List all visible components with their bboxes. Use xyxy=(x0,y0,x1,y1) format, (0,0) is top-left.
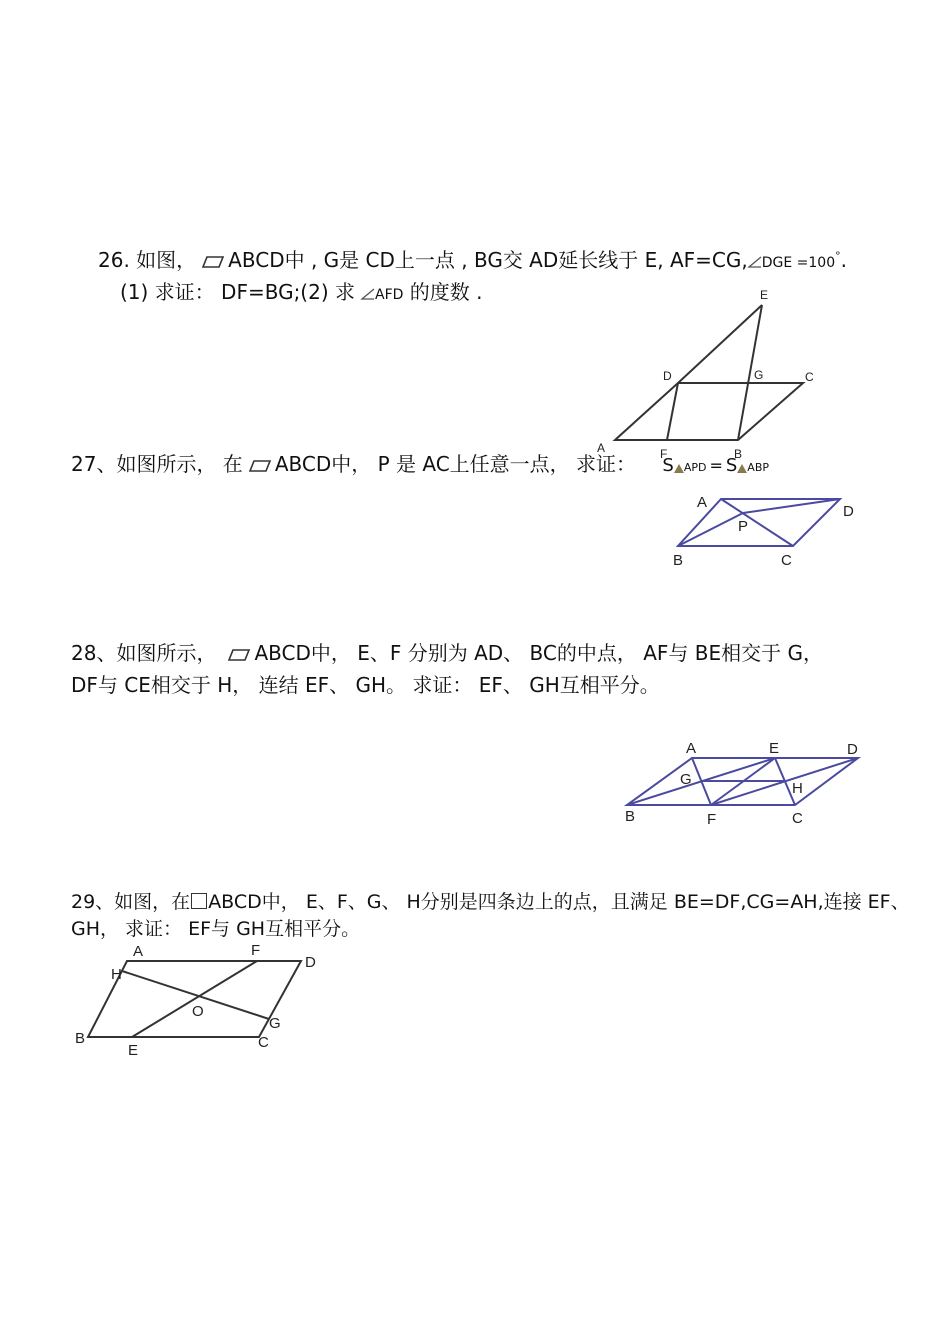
triangle-icon xyxy=(737,464,747,473)
problem-26-line1 xyxy=(98,244,847,273)
label-e: E xyxy=(769,740,780,757)
problem-28-statement: ABCD中， E、F 分别为 AD、 BC的中点， AF与 BE相交于 G， xyxy=(254,641,823,665)
parallelogram-icon xyxy=(228,649,250,661)
degree-symbol: ° xyxy=(835,249,841,263)
label-b: B xyxy=(734,447,743,461)
label-a: A xyxy=(597,441,606,455)
problem-29-line1 xyxy=(71,887,910,914)
label-e: E xyxy=(760,288,769,302)
problem-26-statement: ABCD中 , G是 CD上一点 , BG交 AD延长线于 E, AF=CG, xyxy=(228,248,748,272)
label-d: D xyxy=(305,954,316,971)
area-apd-sub: APD xyxy=(683,461,707,474)
problem-29-number: 29、如图，在 xyxy=(71,891,191,913)
figure-29 xyxy=(70,940,330,1060)
parallelogram-icon xyxy=(249,460,271,472)
problem-27-line1 xyxy=(71,448,769,477)
problem-28-line1 xyxy=(71,637,823,666)
label-f: F xyxy=(660,447,668,461)
parallelogram-abcd xyxy=(615,383,803,440)
label-c: C xyxy=(781,552,792,569)
diagonal-ac xyxy=(721,499,793,546)
problem-28-statement-2: DF与 CE相交于 H， 连结 EF、 GH。 求证： EF、 GH互相平分。 xyxy=(71,673,660,697)
angle-icon xyxy=(748,256,762,268)
label-f: F xyxy=(707,811,717,828)
problem-29-line2 xyxy=(71,914,360,941)
angle-afd-label: AFD xyxy=(375,287,404,303)
label-h: H xyxy=(792,780,803,797)
parallelogram-icon xyxy=(202,256,224,268)
label-b: B xyxy=(75,1030,86,1047)
problem-29-statement: ABCD中， E、F、G、 H分别是四条边上的点，且满足 BE=DF,CG=AH,连接 EF、 xyxy=(208,891,910,913)
label-g: G xyxy=(754,368,764,382)
area-s1: S xyxy=(662,455,674,476)
problem-26-question-end: 的度数 . xyxy=(409,280,483,304)
area-s2: S xyxy=(725,455,738,476)
angle-icon xyxy=(361,288,375,300)
figure-26 xyxy=(590,280,830,470)
label-g: G xyxy=(269,1015,281,1032)
segment-ef xyxy=(132,961,257,1037)
problem-29-statement-2: GH， 求证： EF与 GH互相平分。 xyxy=(71,918,361,940)
label-p: P xyxy=(738,518,749,535)
label-c: C xyxy=(805,370,814,384)
label-a: A xyxy=(686,740,697,757)
problem-28-number: 28、如图所示， xyxy=(71,641,217,665)
problem-27-number: 27、如图所示， 在 xyxy=(71,452,243,476)
label-h: H xyxy=(111,966,122,983)
label-a: A xyxy=(697,494,708,511)
label-d: D xyxy=(663,369,672,383)
label-d: D xyxy=(847,741,858,758)
figure-28 xyxy=(620,735,870,835)
period: . xyxy=(840,248,847,272)
label-e: E xyxy=(128,1042,139,1059)
label-b: B xyxy=(673,552,684,569)
segment-bp xyxy=(678,513,743,546)
segment-pd xyxy=(743,499,840,513)
angle-dge-value: DGE =100 xyxy=(761,255,836,271)
triangle-icon xyxy=(674,464,684,473)
label-f: F xyxy=(251,942,261,959)
label-b: B xyxy=(625,808,636,825)
label-d: D xyxy=(843,503,854,520)
equals-sign: = xyxy=(709,456,723,475)
problem-26-questions: (1) 求证： DF=BG;(2) 求 xyxy=(120,280,355,304)
label-o: O xyxy=(192,1003,204,1020)
label-c: C xyxy=(258,1034,269,1051)
area-abp-sub: ABP xyxy=(747,461,770,474)
figure-27 xyxy=(668,488,868,578)
problem-27-statement: ABCD中， P 是 AC上任意一点， 求证： xyxy=(274,452,637,476)
label-c: C xyxy=(792,810,803,827)
label-g: G xyxy=(680,771,692,788)
square-icon xyxy=(191,893,207,909)
problem-28-line2 xyxy=(71,669,660,698)
label-a: A xyxy=(133,943,144,960)
problem-26-number: 26. 如图， xyxy=(98,248,197,272)
problem-26-line2 xyxy=(120,276,483,305)
